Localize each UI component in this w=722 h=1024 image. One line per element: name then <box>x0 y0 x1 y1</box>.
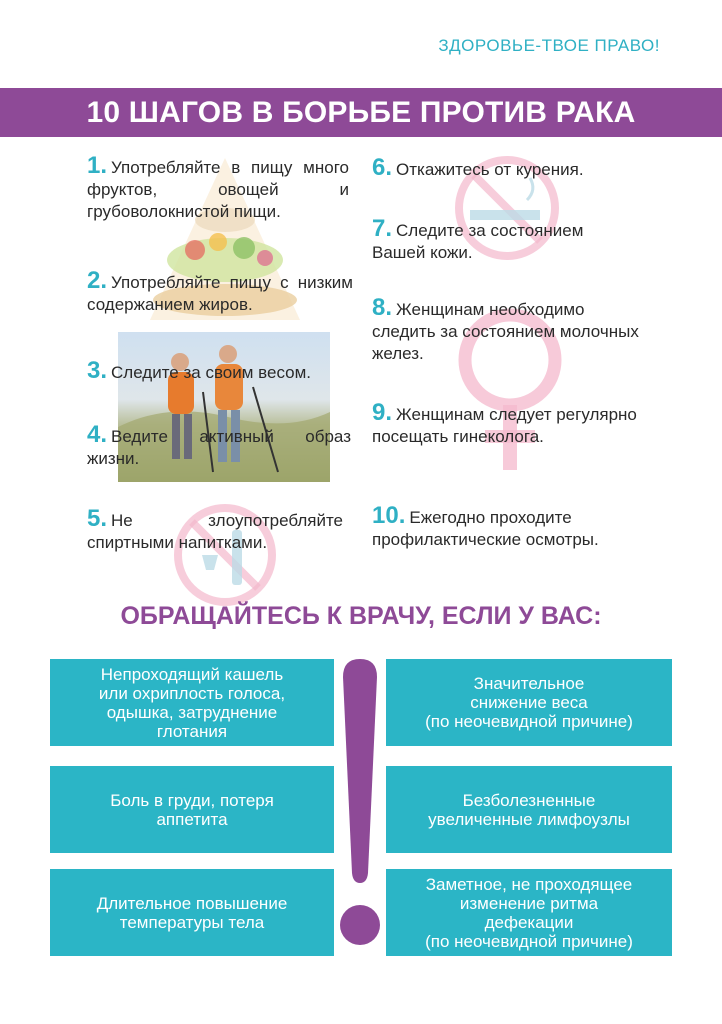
slogan: ЗДОРОВЬЕ-ТВОЕ ПРАВО! <box>438 36 660 55</box>
step-8 <box>372 294 642 365</box>
step-number: 7. <box>372 215 393 242</box>
step-1 <box>87 152 349 223</box>
symptom-text: Боль в груди, потеря аппетита <box>110 790 274 829</box>
step-9 <box>372 399 642 448</box>
symptom-box-bowel-changes <box>386 869 672 956</box>
step-number: 4. <box>87 421 108 448</box>
title-band <box>0 88 722 137</box>
step-text: Ведите активный образ жизни. <box>87 427 351 468</box>
symptom-text: Заметное, не проходящее изменение ритма дефекации (по неочевидной причине) <box>425 874 633 951</box>
step-6 <box>372 154 652 181</box>
step-4 <box>87 421 351 470</box>
step-2 <box>87 267 353 316</box>
symptom-box-temperature <box>50 869 334 956</box>
step-text: Откажитесь от курения. <box>396 160 584 179</box>
step-number: 5. <box>87 505 108 532</box>
symptom-box-chest-pain <box>50 766 334 853</box>
step-text: Женщинам необходимо следить за состоянием молочных желез. <box>372 300 639 363</box>
symptom-box-weight-loss <box>386 659 672 746</box>
step-text: Употребляйте пищу с низким содержанием жиров. <box>87 273 353 314</box>
step-text: Следите за своим весом. <box>111 363 312 382</box>
step-7 <box>372 215 640 264</box>
symptom-box-cough <box>50 659 334 746</box>
step-number: 3. <box>87 357 108 384</box>
step-text: Употребляйте в пищу много фруктов, овощей и грубоволокнистой пищи. <box>87 158 349 221</box>
step-3 <box>87 357 357 384</box>
step-5 <box>87 505 343 554</box>
page-title: 10 ШАГОВ В БОРЬБЕ ПРОТИВ РАКА <box>86 95 636 129</box>
step-text: Следите за состоянием Вашей кожи. <box>372 221 584 262</box>
step-number: 9. <box>372 399 393 426</box>
step-number: 8. <box>372 294 393 321</box>
symptom-text: Значительное снижение веса (по неочевидной причине) <box>425 674 633 731</box>
step-text: Женщинам следует регулярно посещать гинеколога. <box>372 405 637 446</box>
symptom-text: Безболезненные увеличенные лимфоузлы <box>428 790 630 829</box>
exclamation-mark-icon <box>335 655 385 955</box>
symptom-box-lymph-nodes <box>386 766 672 853</box>
consult-doctor-heading: ОБРАЩАЙТЕСЬ К ВРАЧУ, ЕСЛИ У ВАС: <box>120 602 602 630</box>
symptom-text: Непроходящий кашель или охриплость голоса, одышка, затруднение глотания <box>98 664 286 741</box>
step-number: 2. <box>87 267 108 294</box>
step-number: 10. <box>372 502 406 529</box>
step-number: 1. <box>87 152 108 179</box>
step-text: Не злоупотребляйте спиртными напитками. <box>87 511 343 552</box>
step-10 <box>372 502 642 551</box>
step-number: 6. <box>372 154 393 181</box>
symptom-text: Длительное повышение температуры тела <box>96 893 288 932</box>
step-text: Ежегодно проходите профилактические осмотры. <box>372 508 599 549</box>
